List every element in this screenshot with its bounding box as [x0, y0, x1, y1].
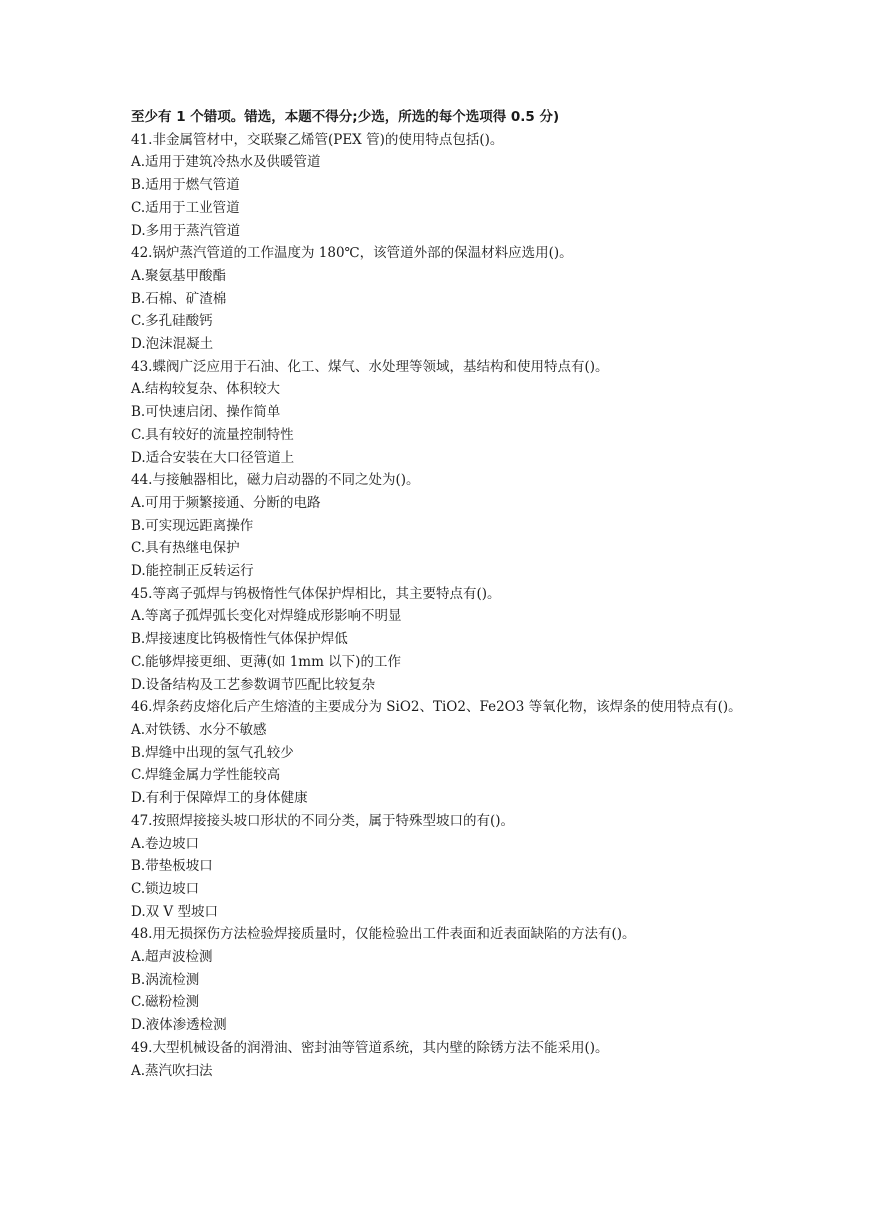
- question-42: [131, 242, 751, 356]
- question-41: [131, 129, 751, 243]
- option-c: C.适用于工业管道: [131, 199, 240, 216]
- option-d: D.设备结构及工艺参数调节匹配比较复杂: [131, 676, 376, 693]
- option-c: C.多孔硅酸钙: [131, 313, 213, 330]
- question-stem: 49.大型机械设备的润滑油、密封油等管道系统，其内壁的除锈方法不能采用()。: [131, 1039, 609, 1056]
- section-instruction: 至少有 1 个错项。错选，本题不得分;少选，所选的每个选项得 0.5 分): [131, 109, 560, 125]
- question-stem: 41.非金属管材中，交联聚乙烯管(PEX 管)的使用特点包括()。: [131, 131, 504, 148]
- option-b: B.可快速启闭、操作简单: [131, 404, 281, 421]
- question-stem: 46.焊条药皮熔化后产生熔渣的主要成分为 SiO2、TiO2、Fe2O3 等氧化物，该焊条的使用特点有()。: [131, 699, 742, 716]
- option-b: B.涡流检测: [131, 971, 200, 988]
- question-stem: 44.与接触器相比，磁力启动器的不同之处为()。: [131, 472, 420, 489]
- option-d: D.适合安装在大口径管道上: [131, 449, 295, 466]
- option-b: B.可实现远距离操作: [131, 517, 254, 534]
- option-c: C.焊缝金属力学性能较高: [131, 767, 281, 784]
- question-47: [131, 810, 751, 924]
- option-d: D.液体渗透检测: [131, 1017, 227, 1034]
- option-a: A.超声波检测: [131, 949, 213, 966]
- option-b: B.带垫板坡口: [131, 858, 213, 875]
- option-d: D.泡沫混凝土: [131, 336, 214, 353]
- question-stem: 45.等离子弧焊与钨极惰性气体保护焊相比，其主要特点有()。: [131, 585, 501, 602]
- option-b: B.焊接速度比钨极惰性气体保护焊低: [131, 631, 348, 648]
- option-a: A.蒸汽吹扫法: [131, 1062, 213, 1079]
- option-a: A.卷边坡口: [131, 835, 200, 852]
- question-stem: 42.锅炉蒸汽管道的工作温度为 180℃，该管道外部的保温材料应选用()。: [131, 245, 573, 262]
- option-c: C.磁粉检测: [131, 994, 200, 1011]
- option-c: C.能够焊接更细、更薄(如 1mm 以下)的工作: [131, 653, 401, 670]
- option-a: A.等离子孤焊弧长变化对焊缝成形影响不明显: [131, 608, 402, 625]
- option-d: D.双 V 型坡口: [131, 903, 218, 920]
- question-48: [131, 923, 751, 1037]
- option-a: A.聚氨基甲酸酯: [131, 267, 227, 284]
- option-c: C.具有较好的流量控制特性: [131, 426, 294, 443]
- question-45: [131, 583, 751, 697]
- option-d: D.能控制正反转运行: [131, 563, 254, 580]
- question-stem: 48.用无损探伤方法检验焊接质量时，仅能检验出工件表面和近表面缺陷的方法有()。: [131, 926, 636, 943]
- option-b: B.石棉、矿渣棉: [131, 290, 227, 307]
- question-49: [131, 1037, 751, 1082]
- document-page: [131, 106, 751, 1082]
- question-43: [131, 356, 751, 470]
- option-b: B.适用于燃气管道: [131, 177, 240, 194]
- question-stem: 43.蝶阀广泛应用于石油、化工、煤气、水处理等领域，基结构和使用特点有()。: [131, 358, 609, 375]
- option-b: B.焊缝中出现的氢气孔较少: [131, 744, 294, 761]
- option-a: A.适用于建筑冷热水及供暖管道: [131, 154, 321, 171]
- option-c: C.具有热继电保护: [131, 540, 240, 557]
- option-d: D.多用于蒸汽管道: [131, 222, 241, 239]
- option-d: D.有利于保障焊工的身体健康: [131, 790, 308, 807]
- option-a: A.结构较复杂、体积较大: [131, 381, 281, 398]
- question-46: [131, 696, 751, 810]
- option-a: A.对铁锈、水分不敏感: [131, 721, 267, 738]
- question-stem: 47.按照焊接接头坡口形状的不同分类，属于特殊型坡口的有()。: [131, 812, 515, 829]
- option-a: A.可用于频繁接通、分断的电路: [131, 494, 321, 511]
- option-c: C.锁边坡口: [131, 880, 200, 897]
- question-44: [131, 469, 751, 583]
